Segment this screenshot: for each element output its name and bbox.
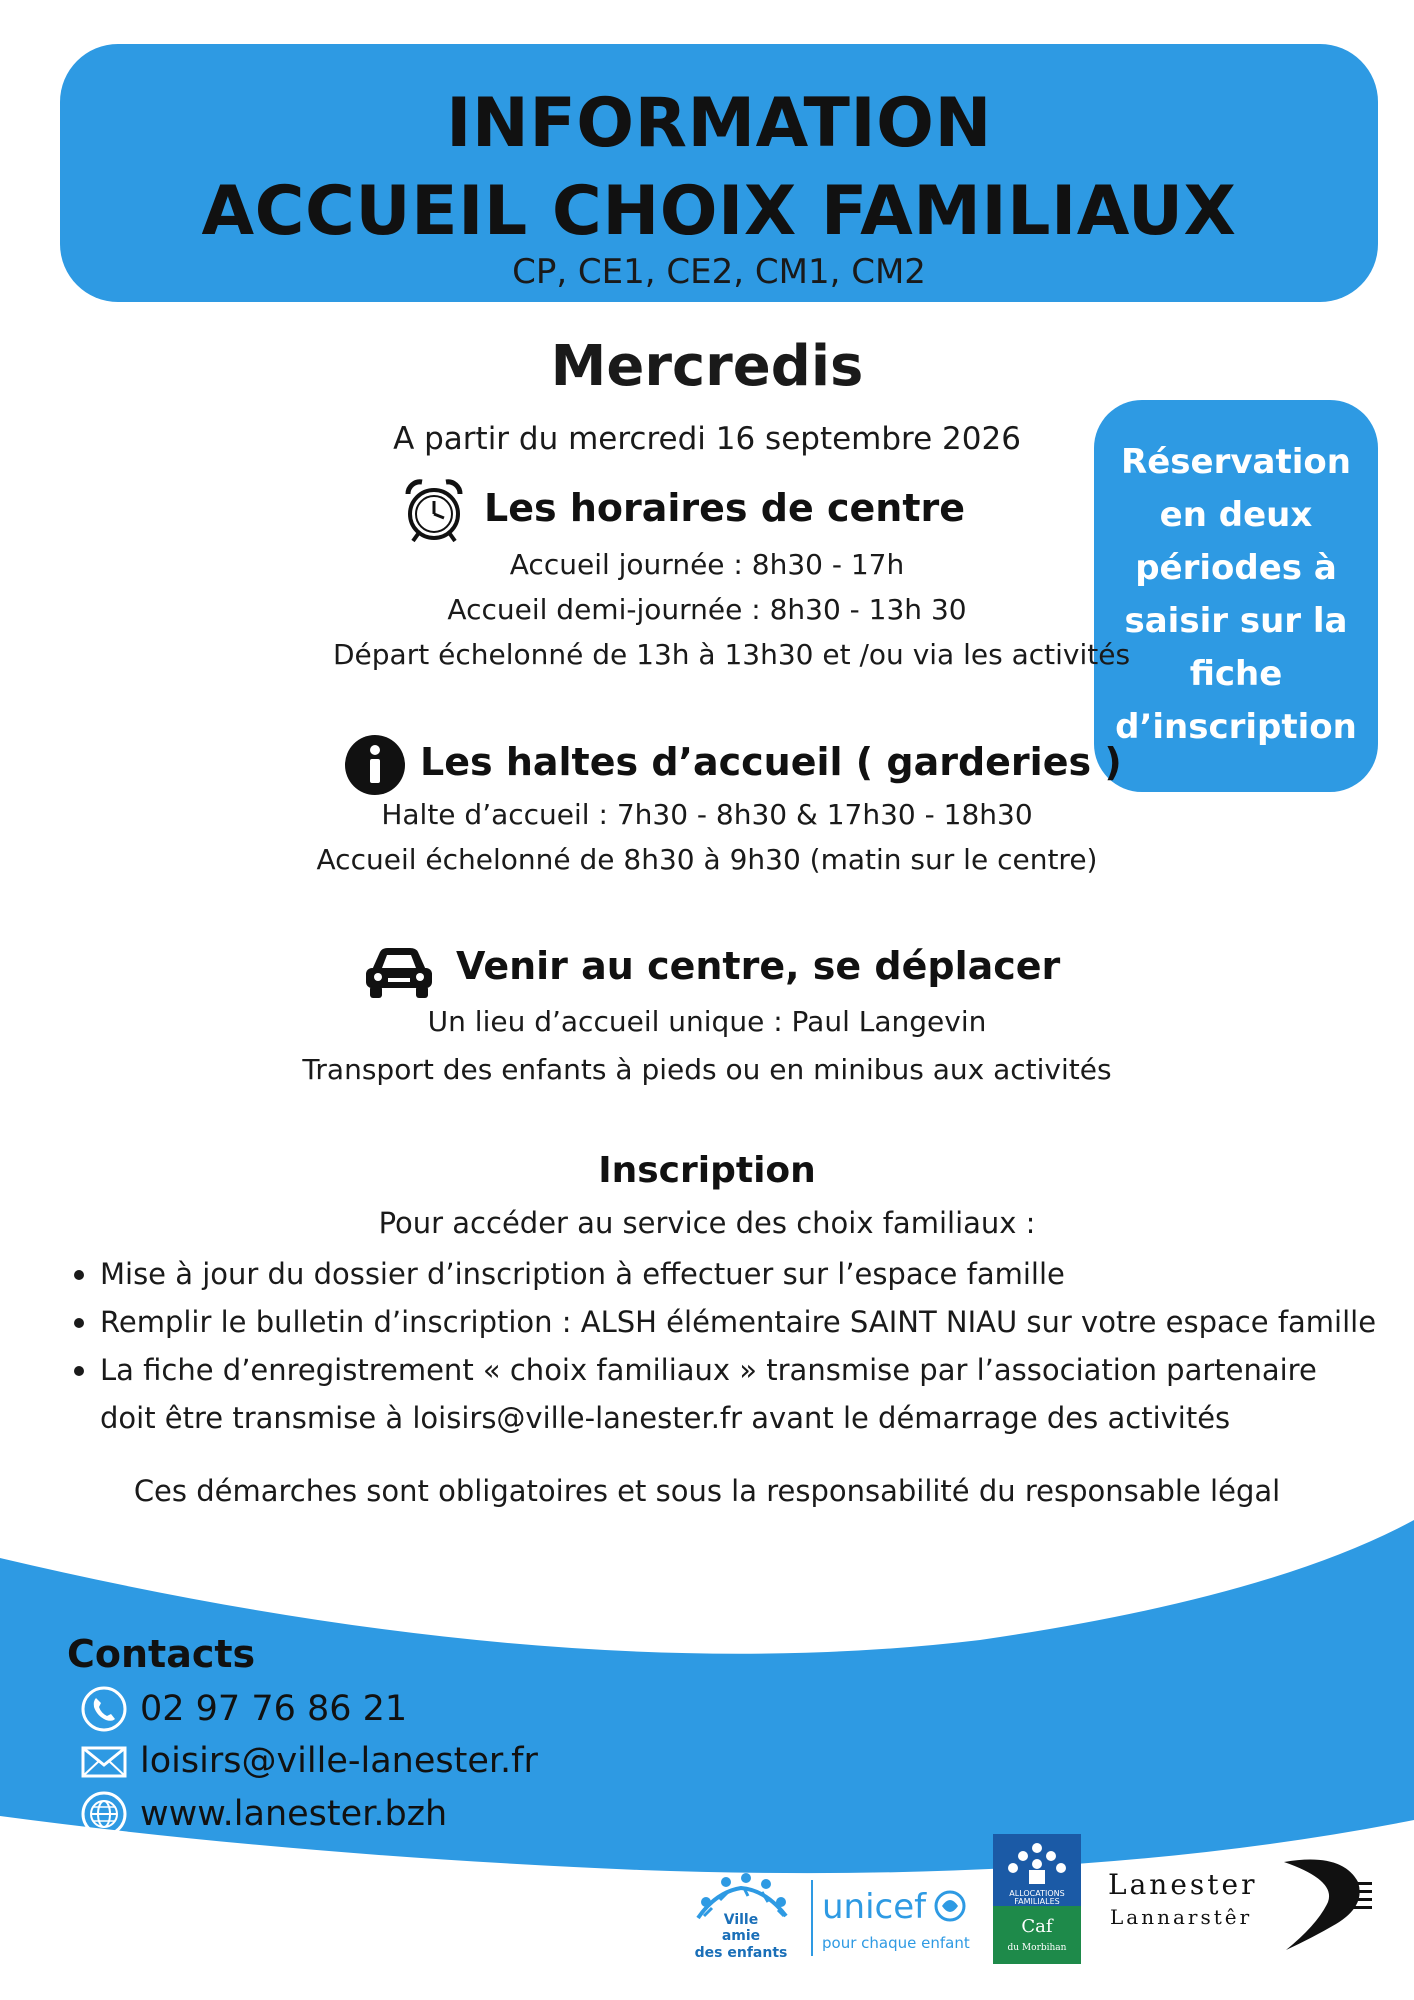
venir-title: Venir au centre, se déplacer — [456, 944, 1061, 988]
list-item: Mise à jour du dossier d’inscription à effectuer sur l’espace famille — [70, 1250, 1380, 1298]
car-icon — [362, 944, 436, 1000]
ville-amie-line: des enfants — [694, 1945, 788, 1961]
haltes-line: Accueil échelonné de 8h30 à 9h30 (matin sur le centre) — [316, 843, 1098, 876]
school-levels: CP, CE1, CE2, CM1, CM2 — [512, 252, 926, 292]
reservation-line: d’inscription — [1115, 707, 1357, 747]
haltes-line: Halte d’accueil : 7h30 - 8h30 & 17h30 - 18h30 — [381, 798, 1033, 831]
horaires-line: Départ échelonné de 13h à 13h30 et /ou via les activités — [333, 638, 1131, 671]
horaires-line: Accueil journée : 8h30 - 17h — [509, 548, 905, 581]
website-url: www.lanester.bzh — [140, 1794, 448, 1834]
reservation-line: en deux — [1159, 495, 1313, 535]
unicef-tagline: pour chaque enfant — [822, 1934, 970, 1952]
title-line-1: INFORMATION — [446, 84, 992, 163]
contacts-title: Contacts — [67, 1632, 256, 1676]
venir-line: Un lieu d’accueil unique : Paul Langevin — [427, 1005, 987, 1038]
list-item: La fiche d’enregistrement « choix familiaux » transmise par l’association partenaire doit être transmise à loisirs@ville-lanester.fr avant le démarrage des activités — [70, 1346, 1380, 1442]
caf-line: du Morbihan — [1007, 1943, 1067, 1953]
unicef-logo — [810, 1876, 972, 1960]
venir-line: Transport des enfants à pieds ou en minibus aux activités — [302, 1053, 1112, 1086]
reservation-line: saisir sur la — [1124, 601, 1348, 641]
inscription-title: Inscription — [598, 1150, 816, 1191]
phone-icon — [80, 1685, 128, 1733]
legal-note: Ces démarches sont obligatoires et sous la responsabilité du responsable légal — [133, 1474, 1281, 1508]
ville-amie-line: amie — [721, 1928, 761, 1944]
title-line-2: ACCUEIL CHOIX FAMILIAUX — [201, 172, 1237, 251]
horaires-line: Accueil demi-journée : 8h30 - 13h 30 — [447, 593, 967, 626]
inscription-bullets — [70, 1250, 1380, 1442]
lanester-wordmark: Lanester — [1108, 1868, 1258, 1901]
lanester-logo — [1106, 1846, 1376, 1956]
start-date: A partir du mercredi 16 septembre 2026 — [393, 421, 1021, 457]
ville-amie-des-enfants-logo — [686, 1872, 796, 1964]
caf-line: Caf — [1021, 1916, 1053, 1937]
horaires-title: Les horaires de centre — [484, 486, 965, 530]
contact-email[interactable] — [80, 1736, 538, 1786]
contact-website[interactable] — [80, 1789, 447, 1839]
globe-icon — [80, 1790, 128, 1838]
info-icon — [344, 734, 406, 796]
email-address: loisirs@ville-lanester.fr — [140, 1741, 538, 1781]
haltes-title: Les haltes d’accueil ( garderies ) — [420, 740, 1122, 784]
unicef-wordmark: unicef — [822, 1887, 927, 1927]
days-heading: Mercredis — [550, 334, 864, 399]
caf-logo — [993, 1834, 1081, 1964]
reservation-line: périodes à — [1135, 548, 1337, 588]
caf-line: FAMILIALES — [1014, 1897, 1060, 1906]
phone-number: 02 97 76 86 21 — [140, 1689, 408, 1729]
reservation-line: fiche — [1189, 654, 1283, 694]
ville-amie-line: Ville — [723, 1912, 759, 1928]
reservation-line: Réservation — [1121, 442, 1351, 482]
contact-phone[interactable] — [80, 1684, 407, 1734]
list-item: Remplir le bulletin d’inscription : ALSH élémentaire SAINT NIAU sur votre espace famille — [70, 1298, 1380, 1346]
alarm-clock-icon — [402, 476, 466, 544]
caf-line: ALLOCATIONS — [1009, 1889, 1065, 1898]
lannarster-wordmark: Lannarstêr — [1110, 1905, 1253, 1929]
inscription-intro: Pour accéder au service des choix familiaux : — [378, 1206, 1036, 1240]
envelope-icon — [80, 1737, 128, 1785]
